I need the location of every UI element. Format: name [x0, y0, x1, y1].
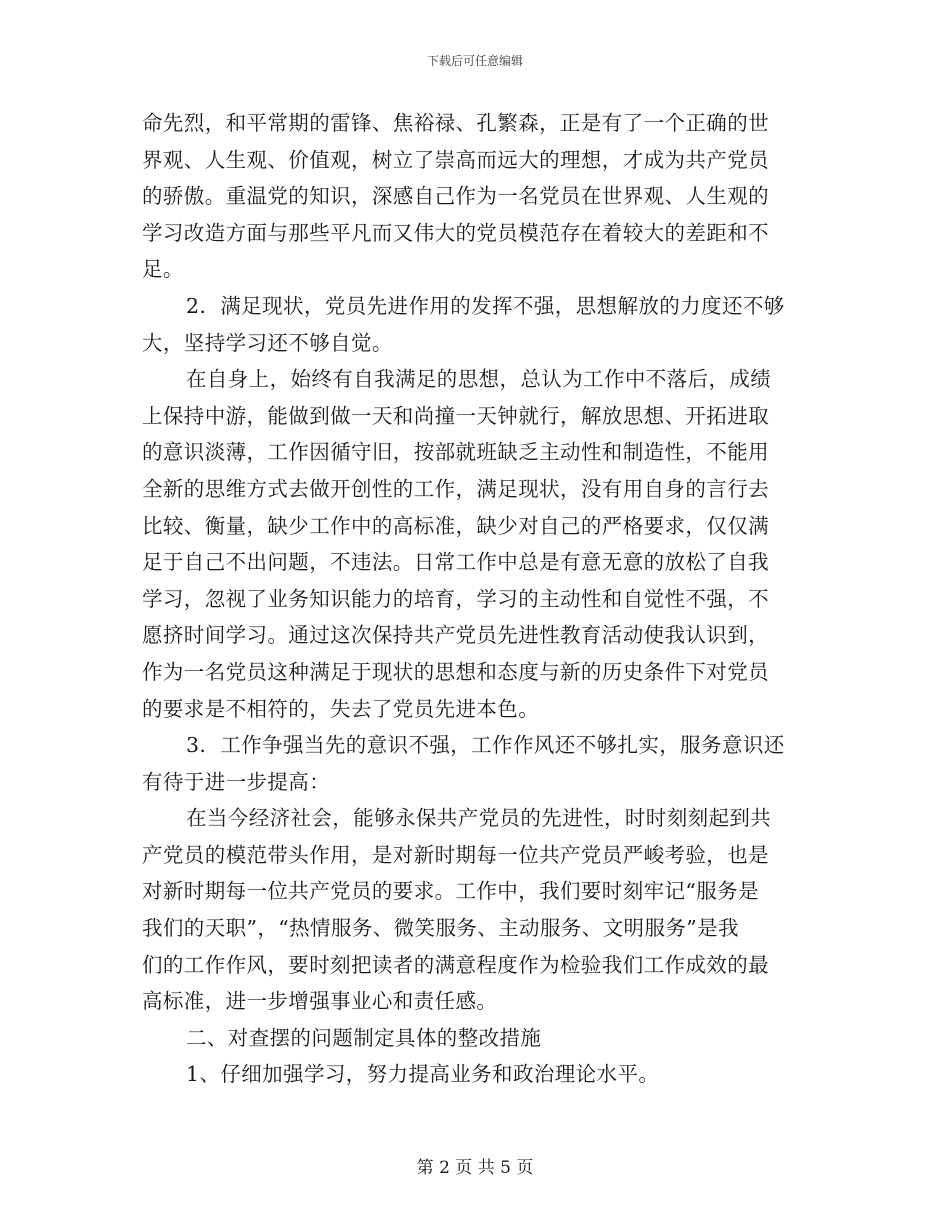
- text-line: 对新时期每一位共产党员的要求。工作中，我们要时刻牢记“服务是: [142, 879, 759, 904]
- text-line: 学习改造方面与那些平凡而又伟大的党员模范存在着较大的差距和不: [142, 220, 769, 245]
- text-line: 的要求是不相符的，失去了党员先进本色。: [142, 696, 540, 721]
- text-line: 界观、人生观、价值观，树立了崇高而远大的理想，才成为共产党员: [142, 147, 769, 172]
- section-heading-2: 二、对查摆的问题制定具体的整改措施: [186, 1025, 542, 1050]
- text-line: 高标准，进一步增强事业心和责任感。: [142, 989, 498, 1014]
- page-header: 下载后可任意编辑: [426, 54, 523, 68]
- text-line: 作为一名党员这种满足于现状的思想和态度与新的历史条件下对党员: [142, 659, 769, 684]
- text-line: 全新的思维方式去做开创性的工作，满足现状，没有用自身的言行去: [142, 476, 769, 501]
- numbered-item-1: 1、仔细加强学习，努力提高业务和政治理论水平。: [186, 1062, 660, 1087]
- text-line: 命先烈，和平常期的雷锋、焦裕禄、孔繁森，正是有了一个正确的世: [142, 111, 769, 135]
- text-line: 比较、衡量，缺少工作中的高标准，缺少对自己的严格要求，仅仅满: [142, 513, 769, 538]
- numbered-heading-3: 3．工作争强当先的意识不强，工作作风还不够扎实，服务意识还: [186, 733, 785, 758]
- document-body: [142, 105, 810, 1093]
- text-line: 的意识淡薄，工作因循守旧，按部就班缺乏主动性和制造性，不能用: [142, 440, 769, 465]
- text-line: 足于自己不出问题，不违法。日常工作中总是有意无意的放松了自我: [142, 550, 769, 575]
- page-number-footer: 第 2 页 共 5 页: [416, 1158, 534, 1178]
- paragraph-start: 在自身上，始终有自我满足的思想，总认为工作中不落后，成绩: [186, 367, 772, 392]
- text-line: 们的工作作风，要时刻把读者的满意程度作为检验我们工作成效的最: [142, 952, 769, 977]
- text-line: 的骄傲。重温党的知识，深感自己作为一名党员在世界观、人生观的: [142, 184, 769, 209]
- text-line: 上保持中游，能做到做一天和尚撞一天钟就行，解放思想、开拓进取: [142, 403, 769, 428]
- numbered-heading-2: 2．满足现状，党员先进作用的发挥不强，思想解放的力度还不够: [186, 293, 785, 318]
- text-line: 产党员的模范带头作用，是对新时期每一位共产党员严峻考验，也是: [142, 842, 769, 867]
- text-line: 大，坚持学习还不够自觉。: [142, 330, 393, 355]
- text-line: 愿挤时间学习。通过这次保持共产党员先进性教育活动使我认识到，: [142, 623, 769, 648]
- paragraph-start: 在当今经济社会，能够永保共产党员的先进性，时时刻刻起到共: [186, 806, 772, 831]
- text-line: 我们的天职”，“热情服务、微笑服务、主动服务、文明服务”是我: [142, 916, 739, 941]
- text-line: 学习，忽视了业务知识能力的培育，学习的主动性和自觉性不强，不: [142, 586, 769, 611]
- text-line: 有待于进一步提高：: [142, 769, 331, 794]
- text-line: 足。: [142, 257, 184, 282]
